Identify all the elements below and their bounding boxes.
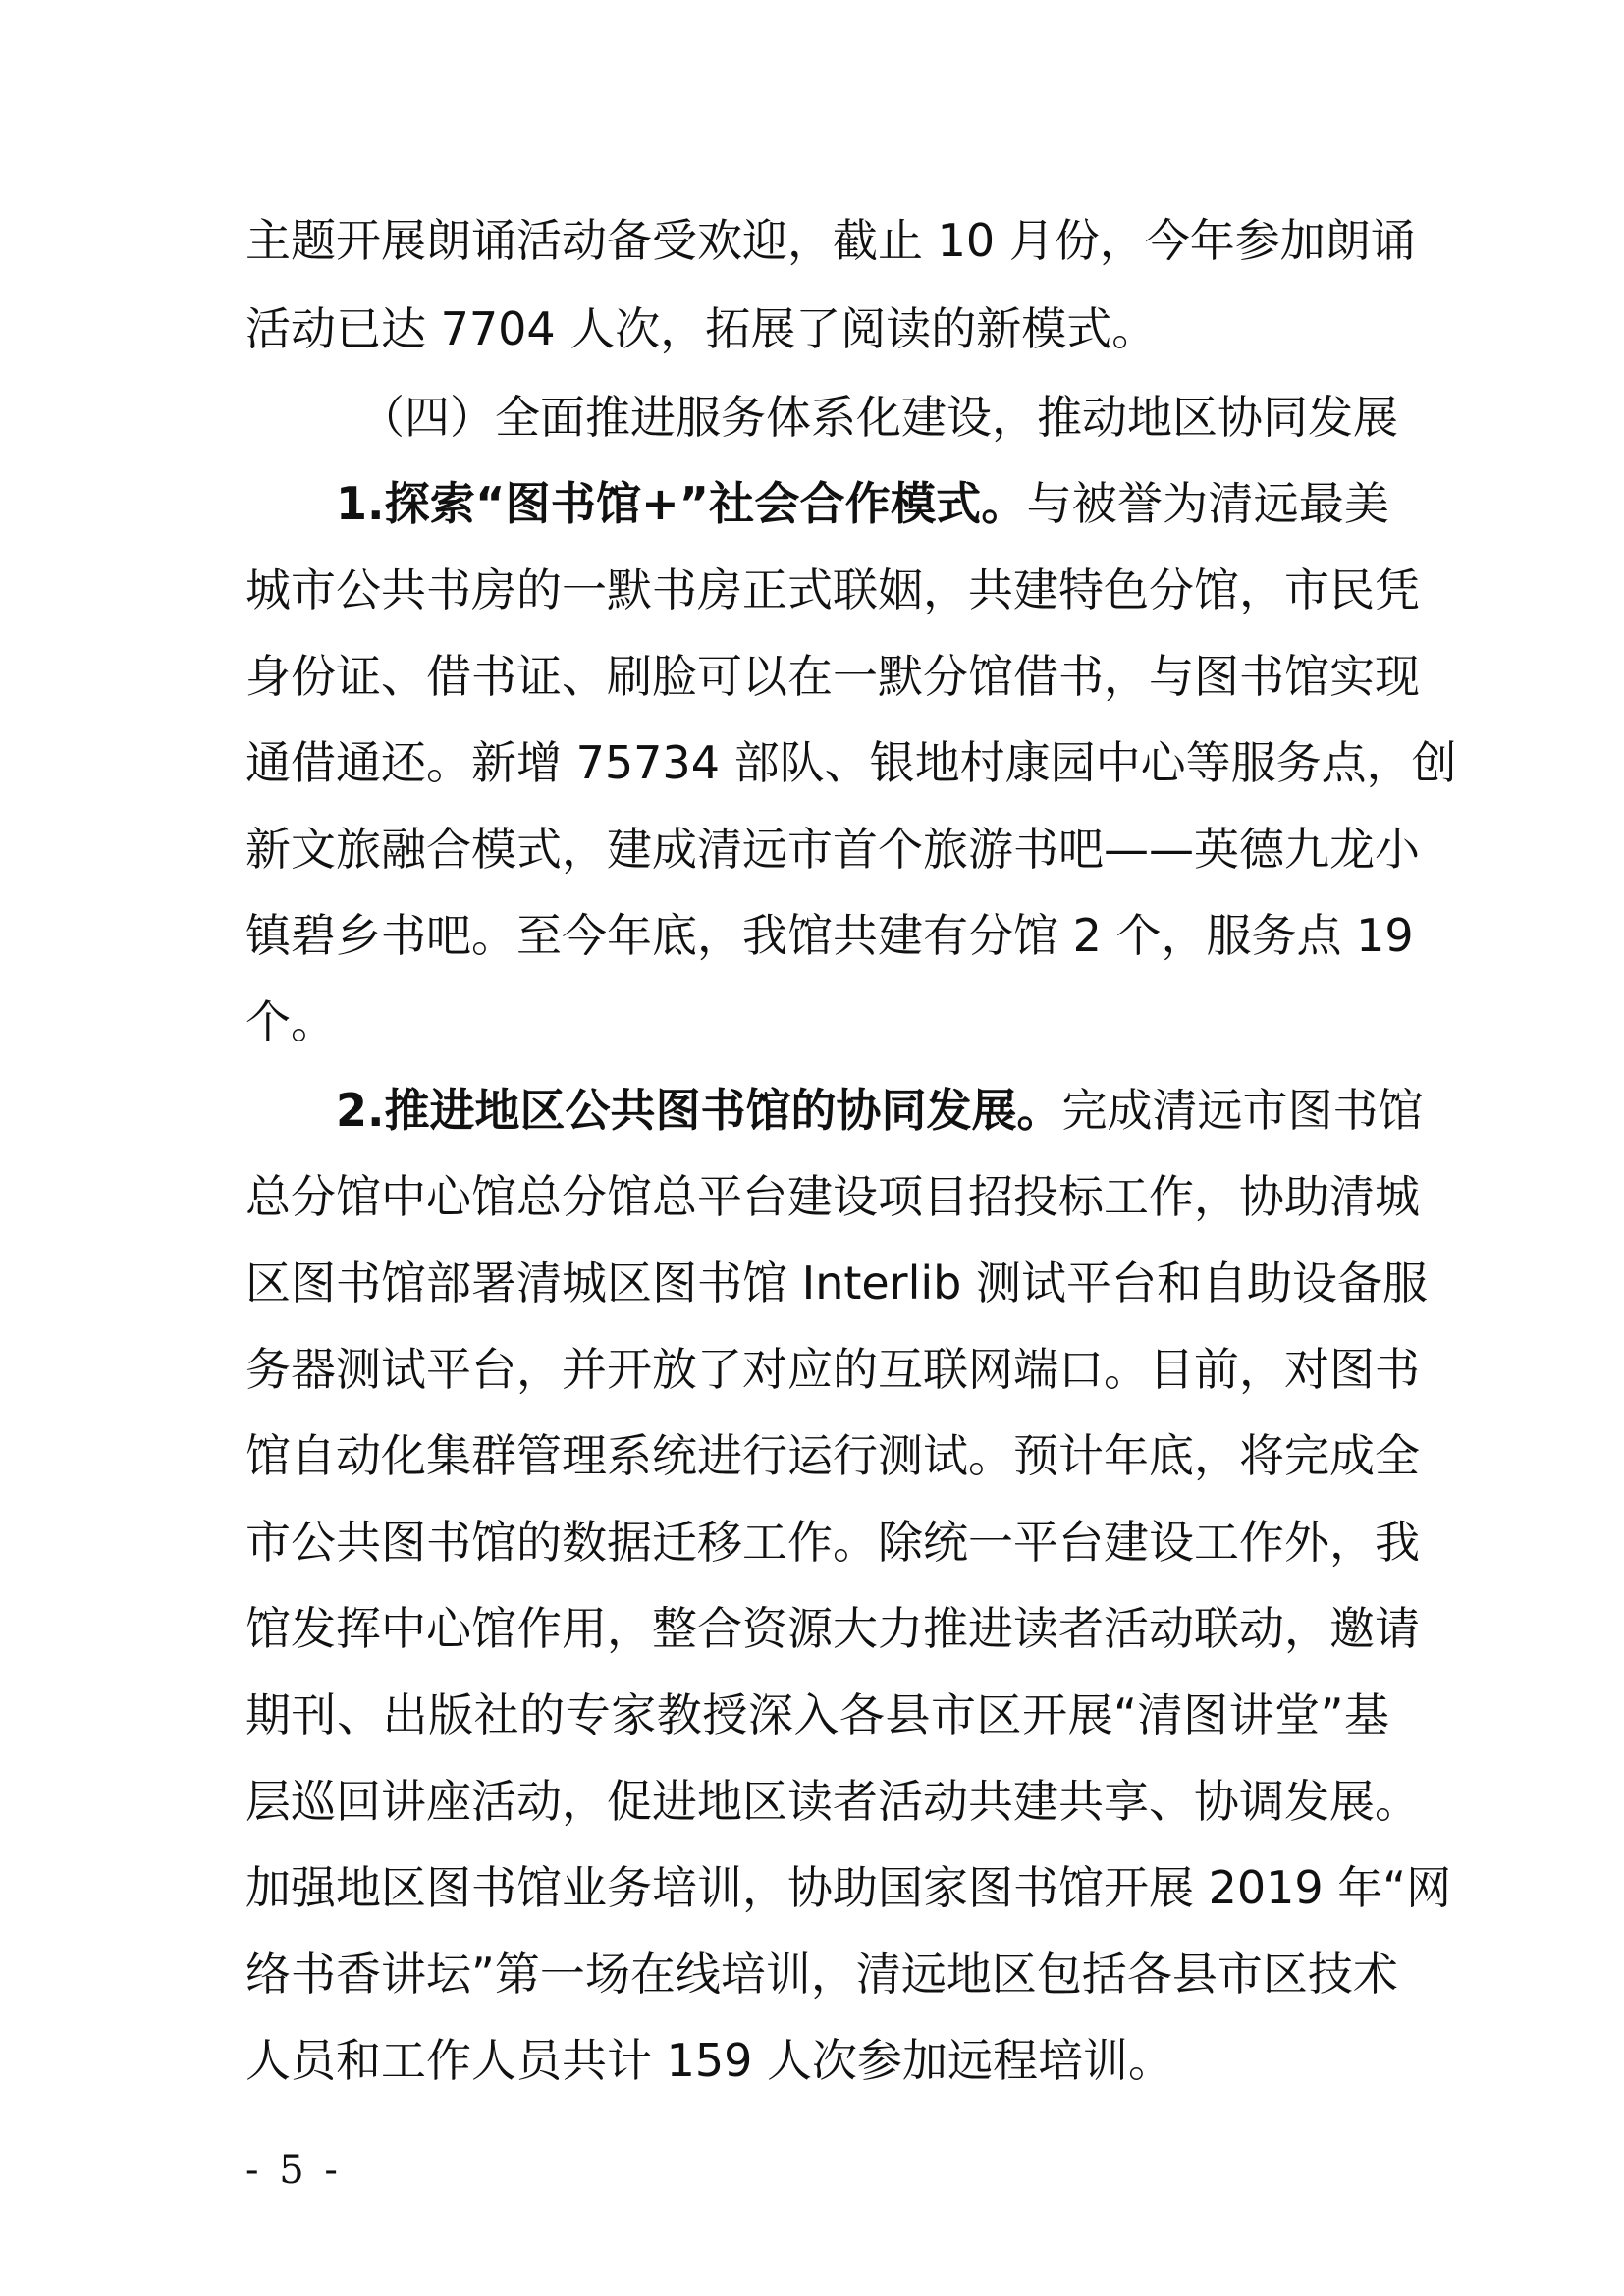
text-line: 馆发挥中心馆作用，整合资源大力推进读者活动联动，邀请 [245,1602,1420,1655]
item1-title: 1.探索“图书馆+”社会合作模式。 [336,477,1027,530]
section-heading: （四）全面推进服务体系化建设，推动地区协同发展 [359,391,1398,444]
item1-first-line [336,477,1389,530]
text-line: 络书香讲坛”第一场在线培训，清远地区包括各县市区技术 [245,1948,1398,2001]
item1-line1-rest: 与被誉为清远最美 [1026,477,1389,530]
text-line: 个。 [245,995,336,1048]
text-line: 务器测试平台，并开放了对应的互联网端口。目前，对图书 [245,1343,1420,1396]
text-line: 加强地区图书馆业务培训，协助国家图书馆开展 2019 年“网 [245,1861,1452,1914]
text-line: 层巡回讲座活动，促进地区读者活动共建共享、协调发展。 [245,1775,1420,1828]
text-line: 通借通还。新增 75734 部队、银地村康园中心等服务点，创 [245,736,1457,789]
text-line: 期刊、出版社的专家教授深入各县市区开展“清图讲堂”基 [245,1688,1389,1741]
text-line: 城市公共书房的一默书房正式联姻，共建特色分馆，市民凭 [245,563,1420,616]
text-line: 区图书馆部署清城区图书馆 Interlib 测试平台和自助设备服 [245,1256,1428,1309]
text-line: 总分馆中心馆总分馆总平台建设项目招投标工作，协助清城 [245,1170,1420,1223]
text-line: 镇碧乡书吧。至今年底，我馆共建有分馆 2 个，服务点 19 [245,909,1414,962]
text-line: 活动已达 7704 人次，拓展了阅读的新模式。 [245,302,1158,355]
item2-line1-rest: 完成清远市图书馆 [1061,1084,1424,1137]
text-line: 市公共图书馆的数据迁移工作。除统一平台建设工作外，我 [245,1516,1420,1569]
text-line: 主题开展朗诵活动备受欢迎，截止 10 月份，今年参加朗诵 [245,214,1416,267]
page-number: - 5 - [245,2148,342,2193]
text-line: 人员和工作人员共计 159 人次参加远程培训。 [245,2034,1174,2087]
text-line: 新文旅融合模式，建成清远市首个旅游书吧——英德九龙小 [245,823,1420,876]
text-line: 身份证、借书证、刷脸可以在一默分馆借书，与图书馆实现 [245,650,1420,703]
item2-title: 2.推进地区公共图书馆的协同发展。 [336,1084,1062,1137]
text-line: 馆自动化集群管理系统进行运行测试。预计年底，将完成全 [245,1429,1420,1482]
item2-first-line [336,1084,1424,1137]
